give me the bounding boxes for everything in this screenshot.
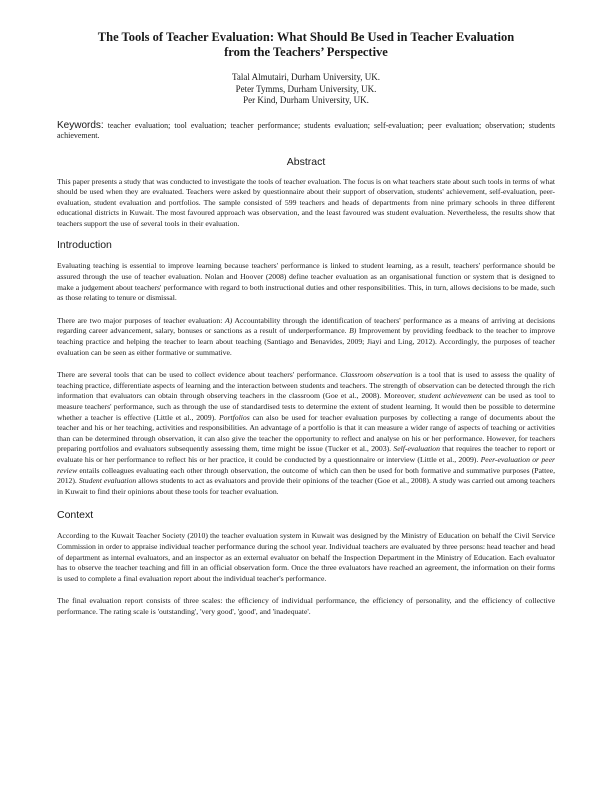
title-line-2: from the Teachers’ Perspective — [224, 45, 388, 59]
context-paragraph-2: The final evaluation report consists of three scales: the efficiency of individual performance, the efficiency of personality, and the efficiency of collective performance. The rating scale is 'outstanding', 'very good', 'good', and 'inadequate'. — [57, 596, 555, 616]
introduction-heading: Introduction — [57, 239, 112, 252]
intro-p3-text-5: that requires the teacher to report or evaluate his or her performance to reflect his or her practice, it could be conducted by a questionnaire or interview (Little et al., 2009). — [57, 444, 555, 464]
term-student-evaluation: Student evaluation — [78, 476, 137, 486]
intro-p2-marker-a: A) — [225, 315, 233, 325]
introduction-paragraph-1: Evaluating teaching is essential to improve learning because teachers' performance is linked to student learning, as a result, teachers' performance should be assured through the use of teacher evaluation. Nolan and Hoover (2008) define teacher evaluation as an organisational function or system that is designed to make a judgement about teachers' performance with regard to both instructional duties and other responsibilities. This, in turn, allows decisions to be made, such as those relating to tenure or dismissal. — [57, 261, 555, 303]
intro-p3-text-1: There are several tools that can be used to collect evidence about teachers' performance. — [57, 370, 341, 380]
abstract-heading: Abstract — [286, 155, 326, 168]
term-peer-evaluation: Peer-evaluation or peer review — [57, 454, 555, 475]
author-list — [57, 72, 555, 107]
author-2: Peter Tymms, Durham University, UK. — [235, 83, 377, 94]
term-student-achievement: student achievement — [418, 391, 483, 401]
keywords-label: Keywords: — [57, 119, 104, 131]
context-paragraph-1: According to the Kuwait Teacher Society (2010) the teacher evaluation system in Kuwait was designed by the Ministry of Education on behalf the Civil Service Commission in order to appraise individual teacher performance during the school year. Individual teachers are evaluated by three persons: head teacher and head of department as internal evaluators, and an inspector as an external evaluator on behalf the Inspection Department in the Ministry of Education. Each evaluator has to observe the teacher teaching and fill in an official observation form. Once the three evaluators have reached an agreement, the information on their forms is used to complete a final evaluation report about the individual teacher's performance. — [57, 531, 556, 583]
title-line-1: The Tools of Teacher Evaluation: What Should Be Used in Teacher Evaluation — [97, 30, 515, 44]
context-heading: Context — [57, 509, 94, 522]
intro-p3-text-7: allows students to act as evaluators and provide their opinions of the teacher (Goe et al., 2008). A study was carried out among teachers in Kuwait to find their opinions about these tools for teacher evaluation. — [57, 476, 555, 496]
intro-p3-text-4: can also be used for teacher evaluation purposes by collecting a range of documents about the teacher and his or her teaching, activities and responsibilities. An advantage of a portfolio is that it can measure a wider range of aspects of teaching or activities than can be determined through observation, it can also give the teacher the opportunity to reflect and analyse on his or her performance. However, for teachers preparing portfolios and evaluators subsequently assessing them, time might be issue (Tucker et al., 2003). — [57, 412, 555, 454]
introduction-paragraph-3 — [57, 370, 555, 497]
intro-p2-marker-b: B) — [349, 326, 357, 336]
intro-p3-text-3: can be used as tool to measure teachers' performance, such as through the use of standardised tests to determine the extent of student learning. It would then be possible to determine whether a teacher is effective (Little et al., 2009). — [57, 391, 555, 422]
introduction-paragraph-2 — [57, 316, 555, 358]
keywords-block — [57, 121, 555, 142]
paper-content — [57, 30, 555, 630]
intro-p2-text-2: Accountability through the identification of teachers' performance as a means of arriving at decisions regarding career advancement, salary, bonuses or sanctions as a result of underperformance. — [57, 315, 555, 336]
author-3: Per Kind, Durham University, UK. — [243, 95, 369, 105]
paper-title — [57, 30, 555, 60]
abstract-text: This paper presents a study that was conducted to investigate the tools of teacher evaluation. The focus is on what teachers state about such tools in terms of what should be used when they are evaluated. Teachers were asked by questionnaire about their support of observation, students' achievement, self-evaluation, peer-evaluation, student evaluation and portfolios. The sample consisted of 599 teachers and heads of departments from nine primary schools in three different educational districts in Kuwait. The most favoured approach was observation, and the least favoured was student evaluation. Nevertheless, the results show that teachers support the use of several tools in their evaluation. — [57, 176, 555, 228]
term-classroom-observation: Classroom observation — [340, 370, 413, 380]
term-portfolios: Portfolios — [218, 412, 250, 422]
intro-p3-text-6: entails colleagues evaluating each other through observation, the outcome of which can then be used for both formative and summative purposes (Pattee, 2012). — [57, 465, 555, 486]
author-1: Talal Almutairi, Durham University, UK. — [231, 72, 380, 82]
keywords-text: teacher evaluation; tool evaluation; teacher performance; students evaluation; self-evaluation; peer evaluation; observation; students achievement. — [57, 120, 555, 140]
intro-p2-text-3: Improvement by providing feedback to the teacher to improve teaching practice and helping the teacher to learn about teaching (Santiago and Benavides, 2009; Jiayi and Ling, 2012). Accordingly, the purposes of teacher evaluation can be seen as either formative or summative. — [57, 326, 555, 357]
intro-p3-text-2: is a tool that is used to assess the quality of teaching practice, differentiate aspects of learning and the interaction between students and teachers. The strength of observation can be detected through the rich information that evaluators can obtain through observing teachers in the classroom (Goe et al., 2008). Moreover, — [57, 370, 555, 401]
term-self-evaluation: Self-evaluation — [393, 444, 440, 454]
intro-p2-text-1: There are two major purposes of teacher evaluation: — [57, 315, 225, 325]
